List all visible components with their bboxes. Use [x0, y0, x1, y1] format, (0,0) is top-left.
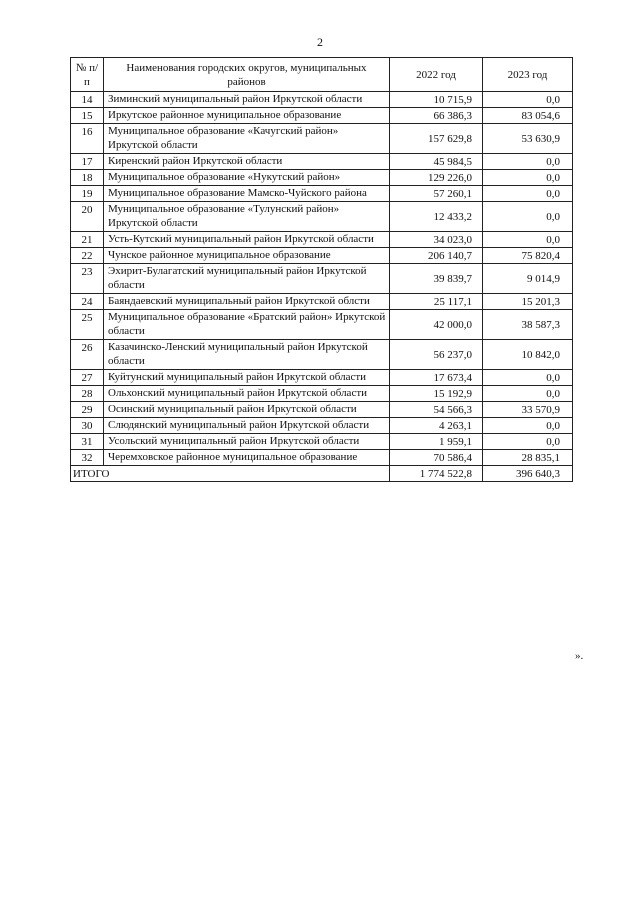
header-num: № п/п: [71, 58, 104, 92]
row-num: 28: [71, 386, 104, 402]
table-row: [71, 386, 573, 402]
row-name: Зиминский муниципальный район Иркутской области: [104, 92, 390, 108]
row-value-2023: 0,0: [483, 418, 573, 434]
row-value-2022: 129 226,0: [390, 170, 483, 186]
row-name: Куйтунский муниципальный район Иркутской области: [104, 370, 390, 386]
row-value-2022: 1 959,1: [390, 434, 483, 450]
row-value-2023: 0,0: [483, 154, 573, 170]
row-num: 16: [71, 124, 104, 154]
header-2023: 2023 год: [483, 58, 573, 92]
row-value-2022: 157 629,8: [390, 124, 483, 154]
table-header-row: [71, 58, 573, 92]
row-name: Черемховское районное муниципальное образование: [104, 450, 390, 466]
row-value-2022: 57 260,1: [390, 186, 483, 202]
row-value-2023: 9 014,9: [483, 264, 573, 294]
row-value-2022: 12 433,2: [390, 202, 483, 232]
header-name: Наименования городских округов, муниципальных районов: [104, 58, 390, 92]
row-num: 19: [71, 186, 104, 202]
row-num: 27: [71, 370, 104, 386]
page-number: 2: [317, 35, 323, 49]
row-value-2022: 66 386,3: [390, 108, 483, 124]
table-row: [71, 434, 573, 450]
row-num: 25: [71, 310, 104, 340]
table-row: [71, 170, 573, 186]
row-value-2023: 0,0: [483, 186, 573, 202]
row-num: 23: [71, 264, 104, 294]
row-name: Усольский муниципальный район Иркутской области: [104, 434, 390, 450]
row-value-2023: 33 570,9: [483, 402, 573, 418]
row-num: 32: [71, 450, 104, 466]
row-name: Киренский район Иркутской области: [104, 154, 390, 170]
row-num: 18: [71, 170, 104, 186]
row-num: 15: [71, 108, 104, 124]
table-row: [71, 450, 573, 466]
row-name: Муниципальное образование «Братский район» Иркутской области: [104, 310, 390, 340]
table-row: [71, 310, 573, 340]
row-value-2022: 4 263,1: [390, 418, 483, 434]
row-name: Казачинско-Ленский муниципальный район Иркутской области: [104, 340, 390, 370]
row-name: Усть-Кутский муниципальный район Иркутской области: [104, 232, 390, 248]
row-num: 24: [71, 294, 104, 310]
table-row: [71, 202, 573, 232]
row-name: Иркутское районное муниципальное образование: [104, 108, 390, 124]
row-value-2023: 83 054,6: [483, 108, 573, 124]
row-value-2022: 15 192,9: [390, 386, 483, 402]
table-row: [71, 154, 573, 170]
row-num: 26: [71, 340, 104, 370]
allocation-table: [70, 57, 573, 482]
row-name: Муниципальное образование «Нукутский район»: [104, 170, 390, 186]
row-name: Чунское районное муниципальное образование: [104, 248, 390, 264]
row-num: 14: [71, 92, 104, 108]
row-num: 22: [71, 248, 104, 264]
row-value-2023: 0,0: [483, 434, 573, 450]
row-value-2023: 53 630,9: [483, 124, 573, 154]
row-value-2023: 75 820,4: [483, 248, 573, 264]
row-value-2023: 0,0: [483, 202, 573, 232]
table-row: [71, 294, 573, 310]
row-value-2022: 34 023,0: [390, 232, 483, 248]
row-value-2022: 17 673,4: [390, 370, 483, 386]
table-row: [71, 186, 573, 202]
row-value-2023: 0,0: [483, 370, 573, 386]
row-name: Слюдянский муниципальный район Иркутской области: [104, 418, 390, 434]
table-body: [71, 92, 573, 482]
row-value-2022: 10 715,9: [390, 92, 483, 108]
row-name: Баяндаевский муниципальный район Иркутской облсти: [104, 294, 390, 310]
total-row: [71, 466, 573, 482]
row-value-2023: 0,0: [483, 92, 573, 108]
closing-quote-mark: ».: [575, 650, 584, 662]
table-row: [71, 402, 573, 418]
row-name: Муниципальное образование «Тулунский район» Иркутской области: [104, 202, 390, 232]
row-name: Ольхонский муниципальный район Иркутской области: [104, 386, 390, 402]
row-value-2022: 70 586,4: [390, 450, 483, 466]
table-row: [71, 370, 573, 386]
row-value-2022: 56 237,0: [390, 340, 483, 370]
table-row: [71, 248, 573, 264]
row-num: 29: [71, 402, 104, 418]
row-num: 17: [71, 154, 104, 170]
row-value-2023: 0,0: [483, 170, 573, 186]
row-value-2023: 0,0: [483, 232, 573, 248]
row-num: 20: [71, 202, 104, 232]
row-value-2023: 15 201,3: [483, 294, 573, 310]
total-value-2022: 1 774 522,8: [390, 466, 483, 482]
row-value-2023: 0,0: [483, 386, 573, 402]
row-value-2023: 10 842,0: [483, 340, 573, 370]
row-value-2023: 28 835,1: [483, 450, 573, 466]
row-name: Муниципальное образование Мамско-Чуйского района: [104, 186, 390, 202]
table-row: [71, 92, 573, 108]
row-name: Осинский муниципальный район Иркутской области: [104, 402, 390, 418]
table-row: [71, 124, 573, 154]
table-row: [71, 264, 573, 294]
row-value-2022: 54 566,3: [390, 402, 483, 418]
total-label: ИТОГО: [71, 466, 390, 482]
header-2022: 2022 год: [390, 58, 483, 92]
row-value-2022: 25 117,1: [390, 294, 483, 310]
table-row: [71, 340, 573, 370]
table-row: [71, 232, 573, 248]
row-name: Муниципальное образование «Качугский район» Иркутской области: [104, 124, 390, 154]
table-row: [71, 418, 573, 434]
table-row: [71, 108, 573, 124]
row-num: 30: [71, 418, 104, 434]
row-value-2022: 42 000,0: [390, 310, 483, 340]
row-num: 21: [71, 232, 104, 248]
total-value-2023: 396 640,3: [483, 466, 573, 482]
row-num: 31: [71, 434, 104, 450]
row-value-2022: 206 140,7: [390, 248, 483, 264]
row-value-2023: 38 587,3: [483, 310, 573, 340]
row-value-2022: 39 839,7: [390, 264, 483, 294]
row-value-2022: 45 984,5: [390, 154, 483, 170]
row-name: Эхирит-Булагатский муниципальный район Иркутской области: [104, 264, 390, 294]
